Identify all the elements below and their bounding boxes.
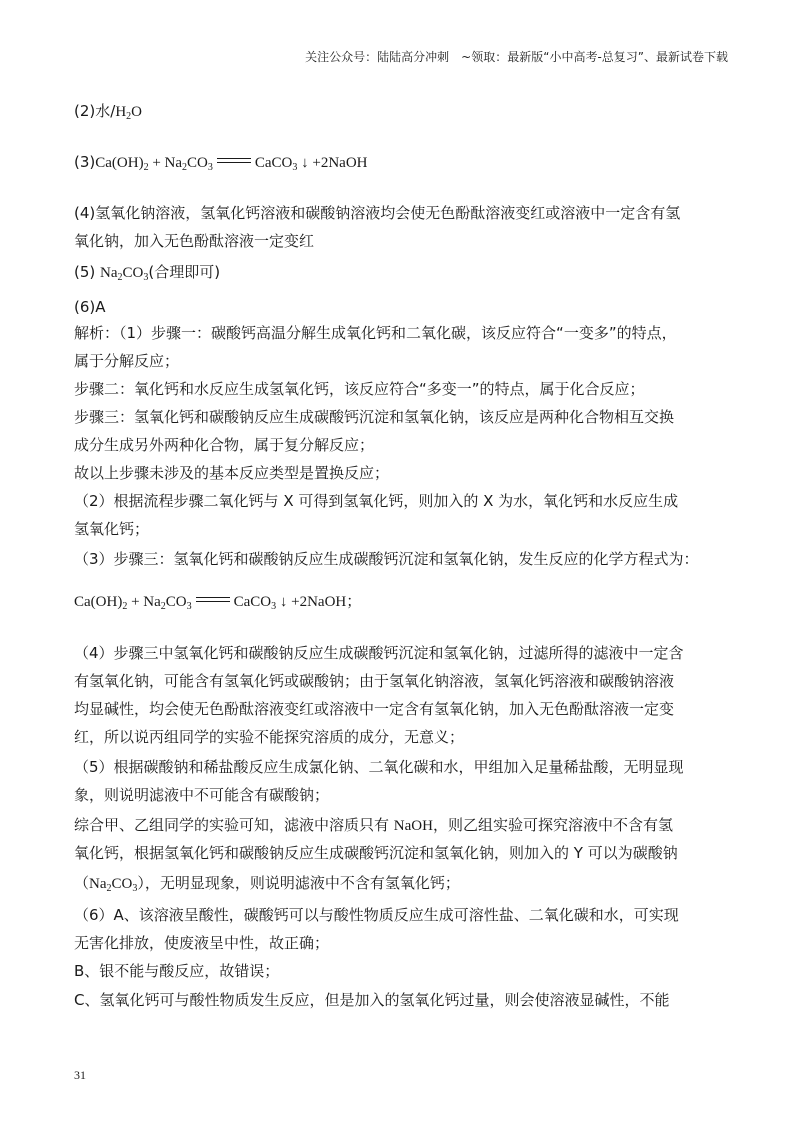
answer-4-line-1: (4)氢氧化钠溶液，氢氧化钙溶液和碳酸钠溶液均会使无色酚酞溶液变红或溶液中一定含有氢 [74,204,681,222]
analysis-line: 象，则说明滤液中不可能含有碳酸钠； [74,786,330,804]
equals-sign [217,156,251,166]
analysis-line: 均显碱性，均会使无色酚酞溶液变红或溶液中一定含有氢氧化钠，加入无色酚酞溶液一定变 [74,700,675,718]
chemical-equation: $Ca(OH)_2 + Na_2CO_3$ CaCO$_3$ ↓ +2NaOH [95,155,368,173]
analysis-line: 无害化排放，使废液呈中性，故正确； [74,934,330,952]
answer-2 [74,101,142,122]
page-header: 关注公众号：陆陆高分冲刺 ~领取：最新版“小中高考-总复习”、最新试卷下载 [305,50,728,64]
analysis-line: （5）根据碳酸钠和稀盐酸反应生成氯化钠、二氧化碳和水，甲组加入足量稀盐酸，无明显现 [74,758,684,776]
analysis-line: 故以上步骤未涉及的基本反应类型是置换反应； [74,464,390,482]
answer-3 [74,152,368,173]
chemical-equation: $Ca(OH)_2 + Na_2CO_3$ CaCO$_3$ ↓ +2NaOH [74,594,347,612]
analysis-line: 氢氧化钙； [74,520,150,538]
analysis-line: $(Na_2CO_3)$，无明显现象，则说明滤液中不含有氢氧化钙； [74,874,460,894]
analysis-line: 解析：（1）步骤一：碳酸钙高温分解生成氧化钙和二氧化碳，该反应符合“一变多”的特点， [74,324,677,342]
analysis-line: （2）根据流程步骤二氧化钙与 X 可得到氢氧化钙，则加入的 X 为水，氧化钙和水反应生成 [74,492,679,510]
answer-6: (6)A [74,298,106,316]
analysis-line: 综合甲、乙组同学的实验可知，滤液中溶质只有 NaOH，则乙组实验可探究溶液中不含有氢 [74,816,673,834]
analysis-line: 步骤二：氧化钙和水反应生成氢氧化钙，该反应符合“多变一”的特点，属于化合反应； [74,380,645,398]
analysis-line: 红，所以说丙组同学的实验不能探究溶质的成分，无意义； [74,728,465,746]
analysis-line: （4）步骤三中氢氧化钙和碳酸钠反应生成碳酸钙沉淀和氢氧化钠，过滤所得的滤液中一定含 [74,644,684,662]
analysis-equation: $Ca(OH)_2 + Na_2CO_3$ CaCO$_3$ ↓ +2NaOH； [74,592,362,612]
naoh-formula: NaOH [393,818,433,834]
equals-sign [196,595,230,605]
analysis-line: （3）步骤三：氢氧化钙和碳酸钠反应生成碳酸钙沉淀和氢氧化钠，发生反应的化学方程式为： [74,550,699,568]
water-formula: $H_2O$ [115,104,142,122]
answer-4-line-2: 氧化钠，加入无色酚酞溶液一定变红 [74,232,315,250]
analysis-line: （6）A、该溶液呈酸性，碳酸钙可以与酸性物质反应生成可溶性盐、二氧化碳和水，可实现 [74,906,679,924]
answer-2-prefix: (2)水/ [74,102,116,120]
answer-3-prefix: (3) [74,153,96,171]
sodium-carbonate-formula: $Na_2CO_3$ [89,876,138,894]
analysis-line: 成分生成另外两种化合物，属于复分解反应； [74,436,375,454]
analysis-line: B、银不能与酸反应，故错误； [74,962,280,980]
analysis-line: C、氢氧化钙可与酸性物质发生反应，但是加入的氢氧化钙过量，则会使溶液显碱性，不能 [74,991,670,1009]
answer-5: (5) $Na_2CO_3$(合理即可) [74,263,221,283]
analysis-line: 氧化钙，根据氢氧化钙和碳酸钠反应生成碳酸钙沉淀和氢氧化钠，则加入的 Y 可以为碳酸钠 [74,844,678,862]
analysis-line: 步骤三：氢氧化钙和碳酸钠反应生成碳酸钙沉淀和氢氧化钠，该反应是两种化合物相互交换 [74,408,675,426]
analysis-line: 属于分解反应； [74,352,180,370]
sodium-carbonate-formula: $Na_2CO_3$ [100,265,149,283]
analysis-line: 有氢氧化钠，可能含有氢氧化钙或碳酸钠；由于氢氧化钠溶液，氢氧化钙溶液和碳酸钠溶液 [74,672,675,690]
page-number: 31 [74,1068,86,1082]
